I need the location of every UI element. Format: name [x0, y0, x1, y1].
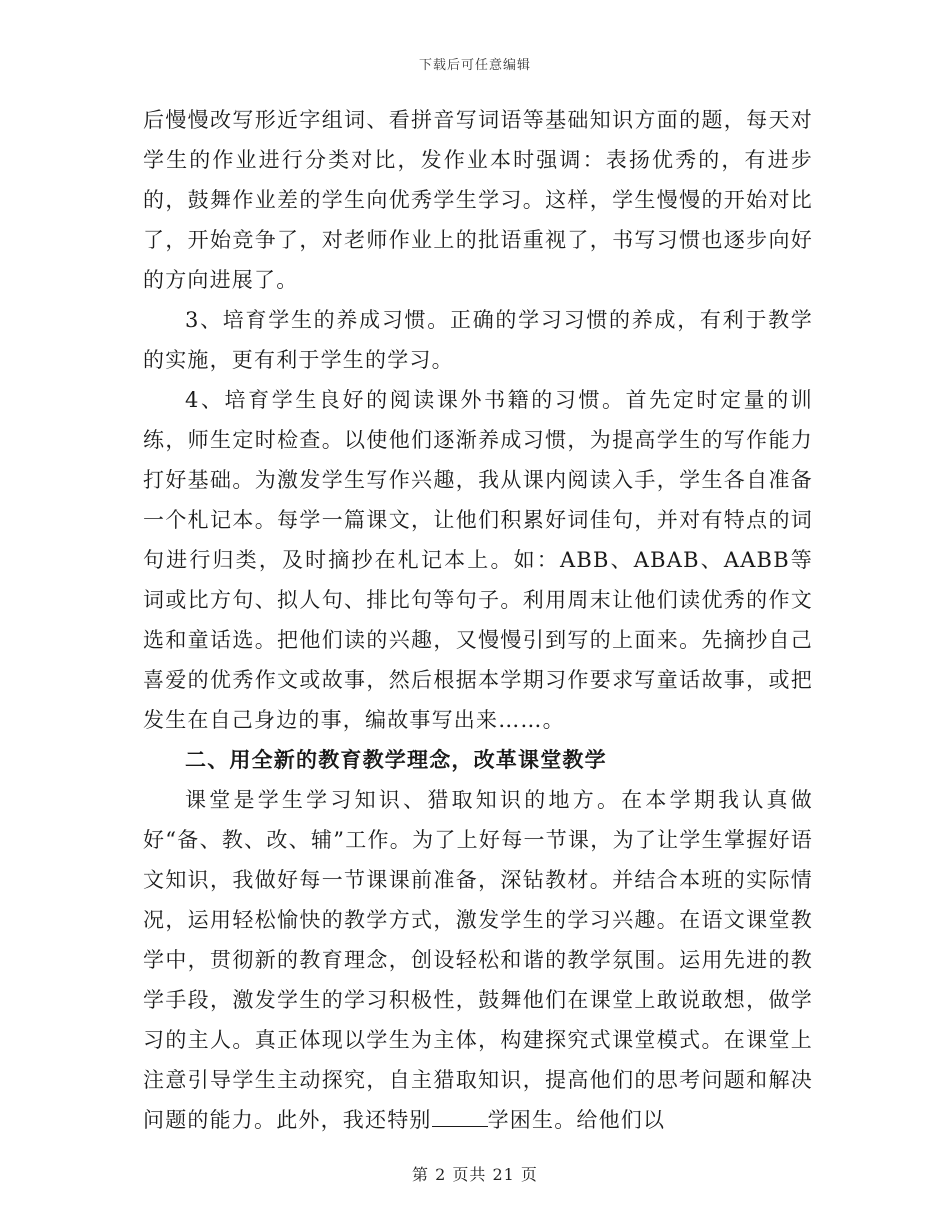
- section-heading-classroom-reform: 二、用全新的教育教学理念，改革课堂教学: [185, 747, 607, 772]
- fill-in-blank-line: [432, 1105, 488, 1127]
- paragraph-homework-comparison: 后慢慢改写形近字组词、看拼音写词语等基础知识方面的题，每天对学生的作业进行分类对比，发作业本时强调：表扬优秀的，有进步的，鼓舞作业差的学生向优秀学生学习。这样，学生慢慢的开始对比了，开始竞争了，对老师作业上的批语重视了，书写习惯也逐步向好的方向进展了。: [143, 108, 813, 292]
- paragraph-classroom-teaching: [143, 780, 813, 1140]
- paragraph-classroom-text: 课堂是学生学习知识、猎取知识的地方。在本学期我认真做好“备、教、改、辅”工作。为了上好每一节课，为了让学生掌握好语文知识，我做好每一节课课前准备，深钻教材。并结合本班的实际情况，运用轻松愉快的教学方式，激发学生的学习兴趣。在语文课堂教学中，贯彻新的教育理念，创设轻松和谐的教学氛围。运用先进的教学手段，激发学生的学习积极性，鼓舞他们在课堂上敢说敢想，做学习的主人。真正体现以学生为主体，构建探究式课堂模式。在课堂上注意引导学生主动探究，自主猎取知识，提高他们的思考问题和解决问题的能力。此外，我还特别: [143, 788, 813, 1132]
- paragraph-classroom-text-end: 学困生。给他们以: [487, 1108, 666, 1132]
- body-content: [143, 100, 813, 1140]
- paragraph-reading-habits: 4、培育学生良好的阅读课外书籍的习惯。首先定时定量的训练，师生定时检查。以使他们逐渐养成习惯，为提高学生的写作能力打好基础。为激发学生写作兴趣，我从课内阅读入手，学生各自准备一个札记本。每学一篇课文，让他们积累好词佳句，并对有特点的词句进行归类，及时摘抄在札记本上。如：ABB、ABAB、AABB等词或比方句、拟人句、排比句等句子。利用周末让他们读优秀的作文选和童话选。把他们读的兴趣，又慢慢引到写的上面来。先摘抄自己喜爱的优秀作文或故事，然后根据本学期习作要求写童话故事，或把发生在自己身边的事，编故事写出来……。: [143, 388, 813, 732]
- header-note: 下载后可任意编辑: [418, 58, 531, 73]
- page-number-footer: 第 2 页共 21 页: [412, 1165, 538, 1184]
- paragraph-study-habits: 3、培育学生的养成习惯。正确的学习习惯的养成，有利于教学的实施，更有利于学生的学习。: [143, 308, 813, 372]
